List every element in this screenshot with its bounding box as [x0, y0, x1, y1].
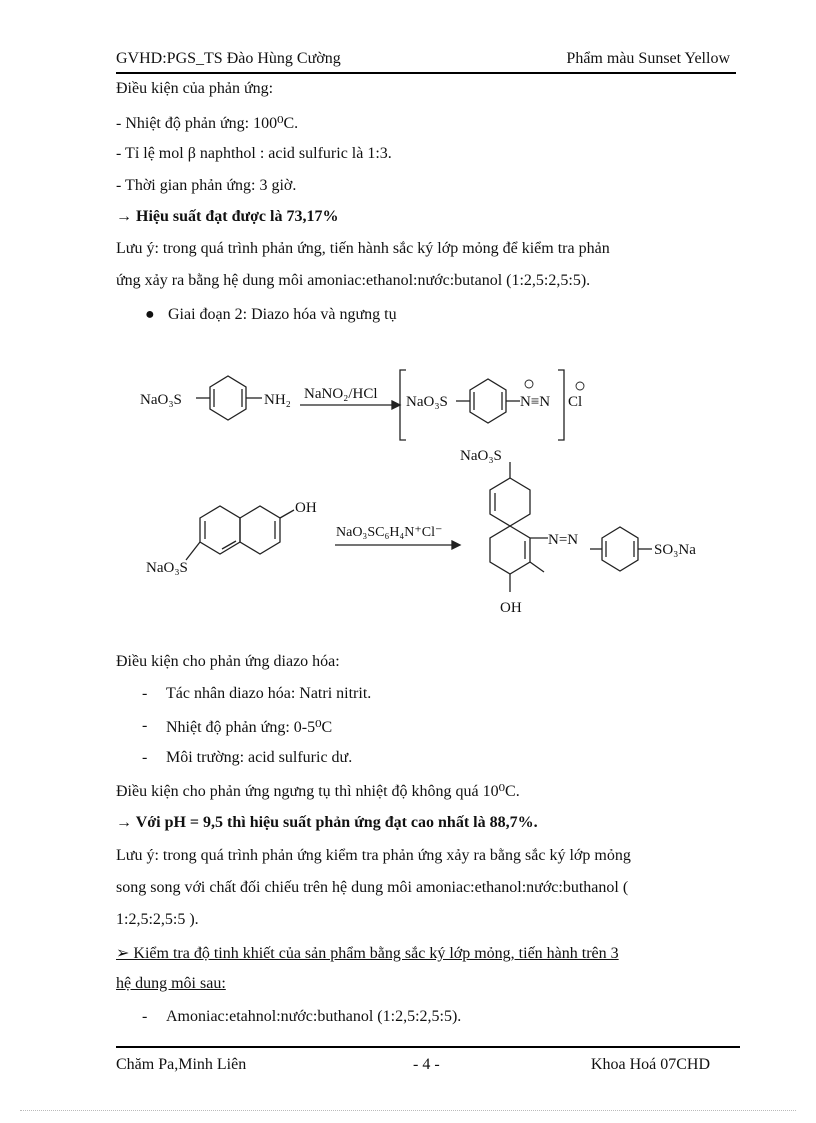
ph-result: → Với pH = 9,5 thì hiệu suất phản ứng đạt cao nhất là 88,7%.: [116, 814, 538, 831]
text-line: - Nhiệt độ phản ứng: 100⁰C.: [116, 115, 299, 132]
purity-check-heading-cont: hệ dung môi sau:: [116, 975, 226, 992]
diazonium-sulfonate-label: NaO₃S: [406, 394, 448, 410]
text-line: 1:2,5:2,5:5 ).: [116, 911, 199, 928]
header-supervisor: GVHD:PGS_TS Đào Hùng Cường: [116, 50, 341, 67]
text-line: Điều kiện cho phản ứng diazo hóa:: [116, 653, 340, 670]
dash-marker: -: [142, 685, 148, 702]
text-line: Điều kiện của phản ứng:: [116, 80, 274, 97]
dash-marker: -: [142, 717, 148, 734]
azo-group-label: N=N: [548, 532, 579, 548]
page-header: [116, 50, 736, 74]
hydroxyl-label: OH: [295, 500, 317, 516]
chloride-counterion-label: Cl: [568, 394, 583, 410]
text-line: - Tỉ lệ mol β naphthol : acid sulfuric là 1:3.: [116, 145, 392, 162]
text-line: Lưu ý: trong quá trình phản ứng kiểm tra phản ứng xảy ra bằng sắc ký lớp mỏng: [116, 847, 631, 864]
reaction-scheme: [130, 350, 730, 640]
text-line: Lưu ý: trong quá trình phản ứng, tiến hành sắc ký lớp mỏng để kiểm tra phản: [116, 240, 610, 257]
page-footer: [116, 1046, 740, 1074]
naphthol-sulfonate-label: NaO₃S: [146, 560, 188, 576]
text-line: ứng xảy ra bằng hệ dung môi amoniac:ethanol:nước:butanol (1:2,5:2,5:5).: [116, 272, 591, 289]
header-topic: Phẩm màu Sunset Yellow: [566, 50, 730, 67]
list-item: Nhiệt độ phản ứng: 0-5⁰C: [166, 719, 333, 736]
text-line: - Thời gian phản ứng: 3 giờ.: [116, 177, 297, 194]
product-hydroxyl-label: OH: [500, 600, 522, 616]
positive-charge-icon: [525, 380, 533, 388]
amine-label: NH₂: [264, 392, 291, 408]
stage-heading: Giai đoạn 2: Diazo hóa và ngưng tụ: [168, 306, 397, 323]
text-line: song song với chất đối chiếu trên hệ dung môi amoniac:ethanol:nước:buthanol (: [116, 879, 629, 896]
dash-marker: -: [142, 749, 148, 766]
reactant-sulfonate-label: NaO₃S: [140, 392, 182, 408]
diazonium-group-label: N≡N: [520, 394, 551, 410]
page-edge-divider: [20, 1110, 796, 1111]
product-sulfonate-top-label: NaO₃S: [460, 448, 502, 464]
negative-charge-icon: [576, 382, 584, 390]
yield-result: → Hiệu suất đạt được là 73,17%: [116, 208, 339, 225]
list-item: Tác nhân diazo hóa: Natri nitrit.: [166, 685, 372, 702]
footer-department: Khoa Hoá 07CHD: [590, 1056, 710, 1073]
footer-authors: Chăm Pa,Minh Liên: [116, 1056, 247, 1073]
product-sulfonate-right-label: SO₃Na: [654, 542, 696, 558]
dash-marker: -: [142, 1008, 148, 1025]
page-number: - 4 -: [413, 1056, 440, 1073]
bullet-icon: ●: [145, 306, 155, 323]
reagent-2-label: NaO₃SC₆H₄N⁺Cl⁻: [336, 525, 443, 540]
list-item: Môi trường: acid sulfuric dư.: [166, 749, 353, 766]
reagent-1-label: NaNO₂/HCl: [304, 386, 378, 402]
list-item: Amoniac:etahnol:nước:buthanol (1:2,5:2,5:5).: [166, 1008, 462, 1025]
purity-check-heading: ➢ Kiểm tra độ tinh khiết của sản phẩm bằng sắc ký lớp mỏng, tiến hành trên 3: [116, 945, 619, 962]
text-line: Điều kiện cho phản ứng ngưng tụ thì nhiệt độ không quá 10⁰C.: [116, 783, 520, 800]
